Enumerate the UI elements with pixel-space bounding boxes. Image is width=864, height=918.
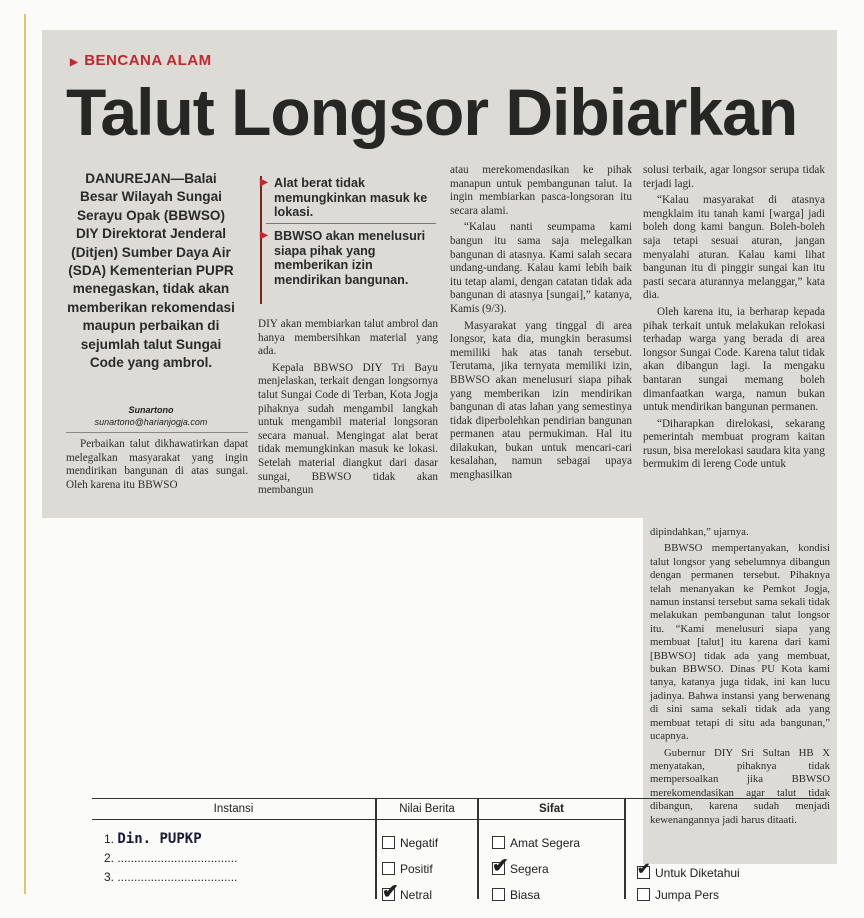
paragraph: Gubernur DIY Sri Sultan HB X menyatakan, pihaknya tidak mempersoalkan jika BBWSO merekomendasikan agar talut tidak dibangun, karena sudah menjadi kewenangannya jadi harus ditaati. [650, 746, 830, 826]
untuk-diketahui-option[interactable]: Untuk Diketahui [637, 866, 740, 880]
checkbox[interactable] [492, 888, 505, 901]
article-column-2 [258, 318, 438, 501]
nilai-netral-option[interactable]: Netral [382, 888, 432, 902]
sifat-biasa-option[interactable]: Biasa [492, 888, 540, 902]
instansi-handwritten-value: Din. PUPKP [117, 831, 202, 847]
checkbox[interactable] [382, 862, 395, 875]
checkbox[interactable] [637, 888, 650, 901]
form-header-sifat: Sifat [479, 799, 624, 820]
paragraph: Kepala BBWSO DIY Tri Bayu menjelaskan, terkait dengan longsornya talut Sungai Code di Terban, Kota Jogja pihaknya sudah mengambil langkah untuk mengambil material longsoran secara manual. Mengingat alat berat tidak memungkinkan masuk ke lokasi. Setelah material diangkut dari dasar sungai, BBWSO tidak akan membangun [258, 361, 438, 497]
byline-email: sunartono@harianjogja.com [94, 417, 208, 427]
paragraph: DIY akan membiarkan talut ambrol dan hanya membersihkan material yang ada. [258, 318, 438, 358]
paragraph: Perbaikan talut dikhawatirkan dapat melegalkan masyarakat yang ingin mendirikan bangunan di atas sungai. Oleh karena itu BBWSO [66, 438, 248, 491]
section-kicker [70, 52, 212, 69]
instansi-row-2[interactable]: 2. .................................... [104, 851, 238, 865]
kicker-label: BENCANA ALAM [84, 52, 212, 69]
instansi-row-1[interactable]: 1. Din. PUPKP [104, 831, 202, 847]
byline-author: Sunartono [128, 405, 174, 415]
instansi-row-3[interactable]: 3. .................................... [104, 870, 238, 884]
paragraph: “Diharapkan direlokasi, sekarang pemerintah membuat program kaitan rusun, bisa merelokasi saudara kita yang bermukim di lereng Code untuk [643, 417, 825, 471]
highlight-text: BBWSO akan menelusuri siapa pihak yang memberikan izin mendirikan bangunan. [274, 229, 426, 287]
paragraph: dipindahkan,” ujarnya. [650, 526, 749, 538]
highlight-text: Alat berat tidak memungkinkan masuk ke lokasi. [274, 176, 428, 220]
checkmark-icon: ✔ [382, 881, 399, 903]
nilai-negatif-option[interactable]: Negatif [382, 836, 438, 850]
lead-paragraph: DANUREJAN—Balai Besar Wilayah Sungai Serayu Opak (BBWSO) DIY Direktorat Jenderal (Ditjen) Sumber Daya Air (SDA) Kementerian PUPR menegaskan, tidak akan memberikan rekomendasi maupun perbaikan di sejumlah talut Sungai Code yang ambrol. [67, 171, 235, 371]
clipping-record-form [92, 798, 826, 903]
article-column-1 [66, 438, 248, 495]
article-column-4 [643, 164, 825, 475]
paragraph: Oleh karena itu, ia berharap kepada pihak terkait untuk melakukan relokasi terhadap warga yang berada di area longsor Sungai Code. Karena talut tidak akan dibangun lagi. Ia mengaku bantaran sungai memang boleh dimanfaatkan warga, namun bukan untuk mendirikan bangunan permanen. [643, 305, 825, 414]
highlight-1 [258, 176, 438, 220]
nilai-positif-option[interactable]: Positif [382, 862, 433, 876]
form-divider [624, 799, 626, 899]
kicker-arrow-icon: ▶ [70, 57, 79, 68]
paragraph: Masyarakat yang tinggal di area longsor, kata dia, mungkin berasumsi memiliki hak atas tanah tersebut. Terutama, jika ternyata memiliki izin, BBWSO akan menelusuri siapa pihak yang memberikan izin mendirikan bangunan di atas lahan yang semestinya tidak diperbolehkan pendirian bangunan permanen atau permukiman. Hal itu dilakukan, bukan untuk mencari-cari kesalahan, namun sebagai upaya menghasilkan [450, 319, 632, 482]
form-header-instansi: Instansi [92, 799, 375, 820]
byline-divider [66, 432, 248, 433]
jumpa-pers-option[interactable]: Jumpa Pers [637, 888, 719, 902]
checkmark-icon: ✔ [492, 855, 509, 877]
form-header-nilai: Nilai Berita [377, 799, 477, 820]
highlight-arrow-icon: ▶ [260, 230, 268, 241]
paragraph: solusi terbaik, agar longsor serupa tidak terjadi lagi. [643, 164, 825, 190]
checkmark-icon: ✔ [637, 861, 651, 878]
checkbox[interactable] [382, 836, 395, 849]
sifat-segera-option[interactable]: Segera [492, 862, 549, 876]
paragraph: “Kalau nanti seumpama kami bangun itu sama saja melegalkan bangunan di atasnya. Kami salah secara undang-undang. Kalau kami lebih baik itu tetap alami, dengan catatan tidak ada bangunan di atasnya [sungai],” katanya, Kamis (9/3). [450, 221, 632, 315]
highlight-arrow-icon: ▶ [260, 177, 268, 188]
headline: Talut Longsor Dibiarkan [66, 75, 798, 149]
paragraph: BBWSO mempertanyakan, kondisi talut longsor yang sebelumnya dibangun dengan permanen tersebut. Pihaknya telah menanyakan ke Pemkot Jogja, namun instansi tersebut sama sekali tidak melakukan pembangunan talut longsor itu. “Kami menelusuri siapa yang membuat [talut] itu karena dari kami [BBWSO] tidak ada yang membuat, bukan BBWSO. Dinas PU Kota kami tanya, katanya juga tidak, ini kan lucu jadinya. Bahwa instansi yang berwenang di sini sama sekali tidak ada yang membuat tetapi di situ ada bangunan,” ucapnya. [650, 542, 830, 743]
highlight-2 [258, 229, 438, 287]
article-column-4-continued [650, 526, 830, 830]
article-column-3 [450, 164, 632, 486]
sifat-amat-segera-option[interactable]: Amat Segera [492, 836, 580, 850]
highlight-divider [266, 223, 436, 224]
byline [66, 404, 236, 428]
paragraph: “Kalau masyarakat di atasnya mengklaim itu tanah kami [warga] jadi boleh dong kami bangun. Boleh-boleh saja tetapi sesuai aturan, jangan menyalahi aturan. Kalau kami lihat bangunan itu di pinggir sungai kan itu pasti secara aturannya melanggar,” kata dia. [643, 194, 825, 302]
paper-edge [24, 14, 26, 894]
checkbox[interactable] [492, 836, 505, 849]
paragraph: atau merekomendasikan ke pihak manapun untuk pembangunan talut. Ia ingin membiarkan pasca-longsoran itu secara alami. [450, 164, 632, 217]
